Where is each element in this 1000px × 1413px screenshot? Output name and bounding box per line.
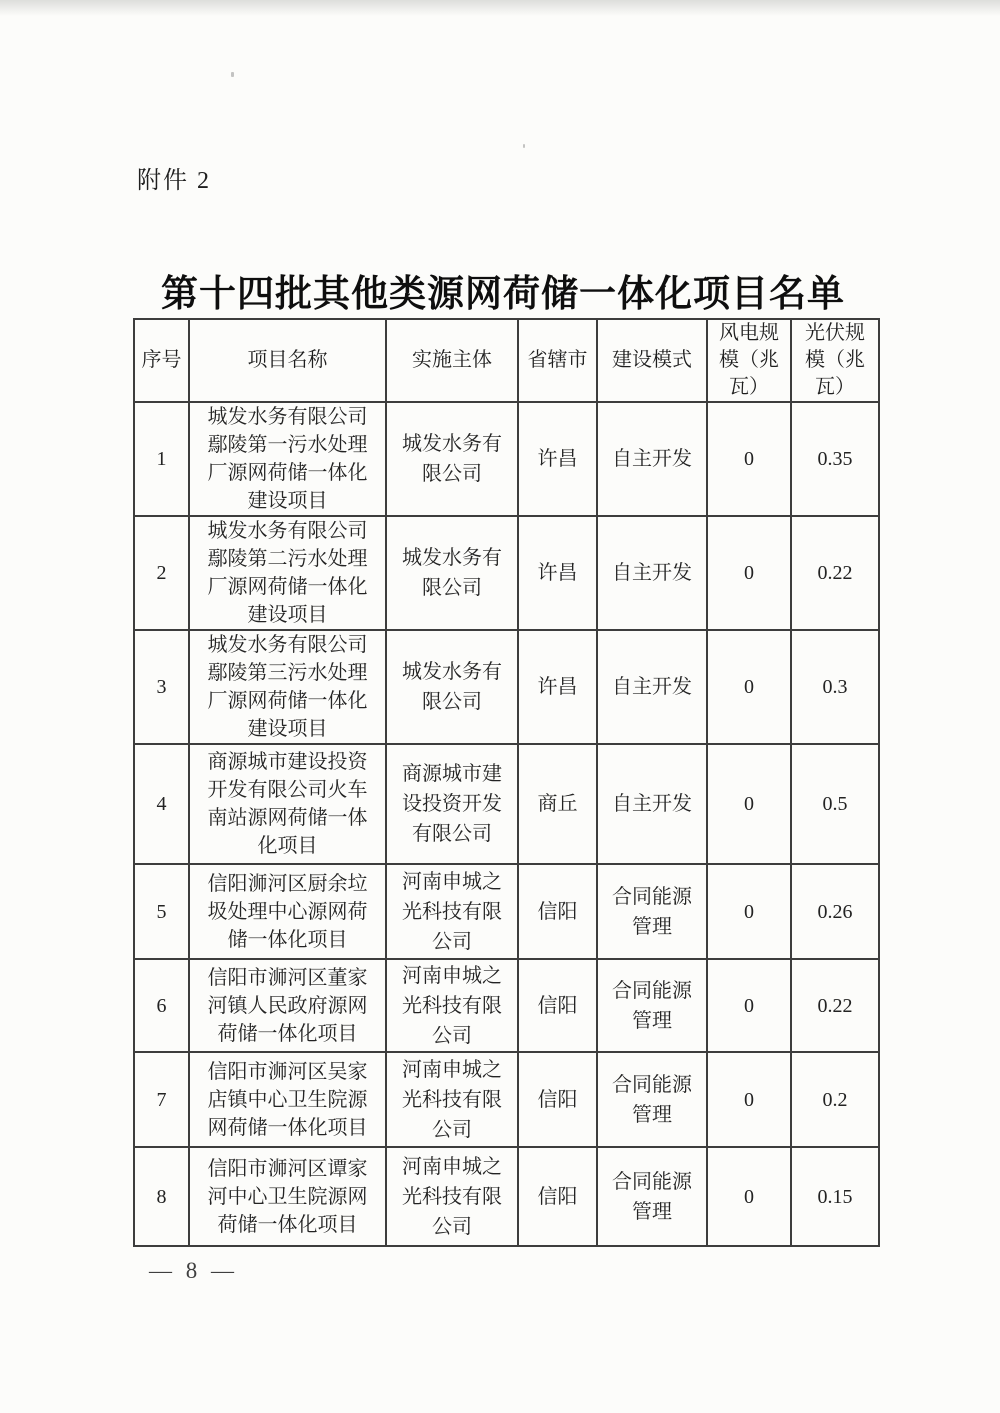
cell-pv-capacity: 0.5 — [791, 744, 879, 864]
cell-city: 许昌 — [518, 516, 597, 630]
col-header-implementing-entity: 实施主体 — [386, 319, 518, 402]
cell-wind-capacity: 0 — [707, 864, 791, 959]
cell-implementing-entity: 河南申城之光科技有限公司 — [386, 1052, 518, 1147]
cell-city: 许昌 — [518, 402, 597, 516]
cell-construction-mode: 合同能源管理 — [597, 959, 707, 1052]
cell-project-name: 城发水务有限公司鄢陵第三污水处理厂源网荷储一体化建设项目 — [189, 630, 386, 744]
cell-wind-capacity: 0 — [707, 744, 791, 864]
document-title: 第十四批其他类源网荷储一体化项目名单 — [161, 273, 845, 314]
cell-construction-mode: 合同能源管理 — [597, 864, 707, 959]
cell-wind-capacity: 0 — [707, 630, 791, 744]
cell-city: 信阳 — [518, 864, 597, 959]
cell-serial-number: 2 — [134, 516, 189, 630]
cell-construction-mode: 自主开发 — [597, 516, 707, 630]
cell-city: 许昌 — [518, 630, 597, 744]
cell-pv-capacity: 0.2 — [791, 1052, 879, 1147]
cell-implementing-entity: 城发水务有限公司 — [386, 516, 518, 630]
project-table — [133, 318, 880, 1247]
table-row — [134, 1052, 879, 1147]
col-header-construction-mode: 建设模式 — [597, 319, 707, 402]
cell-city: 信阳 — [518, 1147, 597, 1246]
cell-project-name: 信阳市浉河区吴家店镇中心卫生院源网荷储一体化项目 — [189, 1052, 386, 1147]
cell-pv-capacity: 0.22 — [791, 516, 879, 630]
cell-construction-mode: 合同能源管理 — [597, 1147, 707, 1246]
table-row — [134, 402, 879, 516]
cell-pv-capacity: 0.35 — [791, 402, 879, 516]
cell-construction-mode: 自主开发 — [597, 402, 707, 516]
col-header-wind-capacity: 风电规模（兆瓦） — [707, 319, 791, 402]
col-header-pv-capacity: 光伏规模（兆瓦） — [791, 319, 879, 402]
header-row — [134, 319, 879, 402]
cell-implementing-entity: 商源城市建设投资开发有限公司 — [386, 744, 518, 864]
attachment-label: 附件 2 — [137, 168, 211, 194]
scan-speck — [523, 144, 525, 148]
cell-wind-capacity: 0 — [707, 516, 791, 630]
cell-city: 信阳 — [518, 959, 597, 1052]
cell-serial-number: 5 — [134, 864, 189, 959]
col-header-serial-number: 序号 — [134, 319, 189, 402]
cell-serial-number: 7 — [134, 1052, 189, 1147]
table-row — [134, 864, 879, 959]
table-row — [134, 630, 879, 744]
cell-project-name: 信阳浉河区厨余垃圾处理中心源网荷储一体化项目 — [189, 864, 386, 959]
cell-implementing-entity: 河南申城之光科技有限公司 — [386, 959, 518, 1052]
cell-city: 商丘 — [518, 744, 597, 864]
cell-serial-number: 8 — [134, 1147, 189, 1246]
cell-project-name: 信阳市浉河区董家河镇人民政府源网荷储一体化项目 — [189, 959, 386, 1052]
table-header — [134, 319, 879, 402]
cell-serial-number: 3 — [134, 630, 189, 744]
table-body — [134, 402, 879, 1246]
table-row — [134, 1147, 879, 1246]
page-number: — 8 — — [149, 1258, 238, 1283]
scan-artifact-top — [0, 0, 1000, 16]
cell-implementing-entity: 城发水务有限公司 — [386, 630, 518, 744]
cell-wind-capacity: 0 — [707, 959, 791, 1052]
cell-city: 信阳 — [518, 1052, 597, 1147]
cell-serial-number: 4 — [134, 744, 189, 864]
scan-speck — [231, 72, 234, 77]
cell-wind-capacity: 0 — [707, 1052, 791, 1147]
cell-serial-number: 1 — [134, 402, 189, 516]
cell-project-name: 城发水务有限公司鄢陵第一污水处理厂源网荷储一体化建设项目 — [189, 402, 386, 516]
cell-implementing-entity: 河南申城之光科技有限公司 — [386, 1147, 518, 1246]
cell-serial-number: 6 — [134, 959, 189, 1052]
table-row — [134, 744, 879, 864]
cell-pv-capacity: 0.15 — [791, 1147, 879, 1246]
cell-implementing-entity: 河南申城之光科技有限公司 — [386, 864, 518, 959]
cell-project-name: 商源城市建设投资开发有限公司火车南站源网荷储一体化项目 — [189, 744, 386, 864]
cell-wind-capacity: 0 — [707, 402, 791, 516]
cell-pv-capacity: 0.3 — [791, 630, 879, 744]
col-header-project-name: 项目名称 — [189, 319, 386, 402]
cell-construction-mode: 自主开发 — [597, 630, 707, 744]
cell-pv-capacity: 0.26 — [791, 864, 879, 959]
cell-construction-mode: 自主开发 — [597, 744, 707, 864]
cell-implementing-entity: 城发水务有限公司 — [386, 402, 518, 516]
cell-project-name: 城发水务有限公司鄢陵第二污水处理厂源网荷储一体化建设项目 — [189, 516, 386, 630]
col-header-city: 省辖市 — [518, 319, 597, 402]
cell-construction-mode: 合同能源管理 — [597, 1052, 707, 1147]
cell-pv-capacity: 0.22 — [791, 959, 879, 1052]
cell-project-name: 信阳市浉河区谭家河中心卫生院源网荷储一体化项目 — [189, 1147, 386, 1246]
table-row — [134, 959, 879, 1052]
cell-wind-capacity: 0 — [707, 1147, 791, 1246]
table-row — [134, 516, 879, 630]
